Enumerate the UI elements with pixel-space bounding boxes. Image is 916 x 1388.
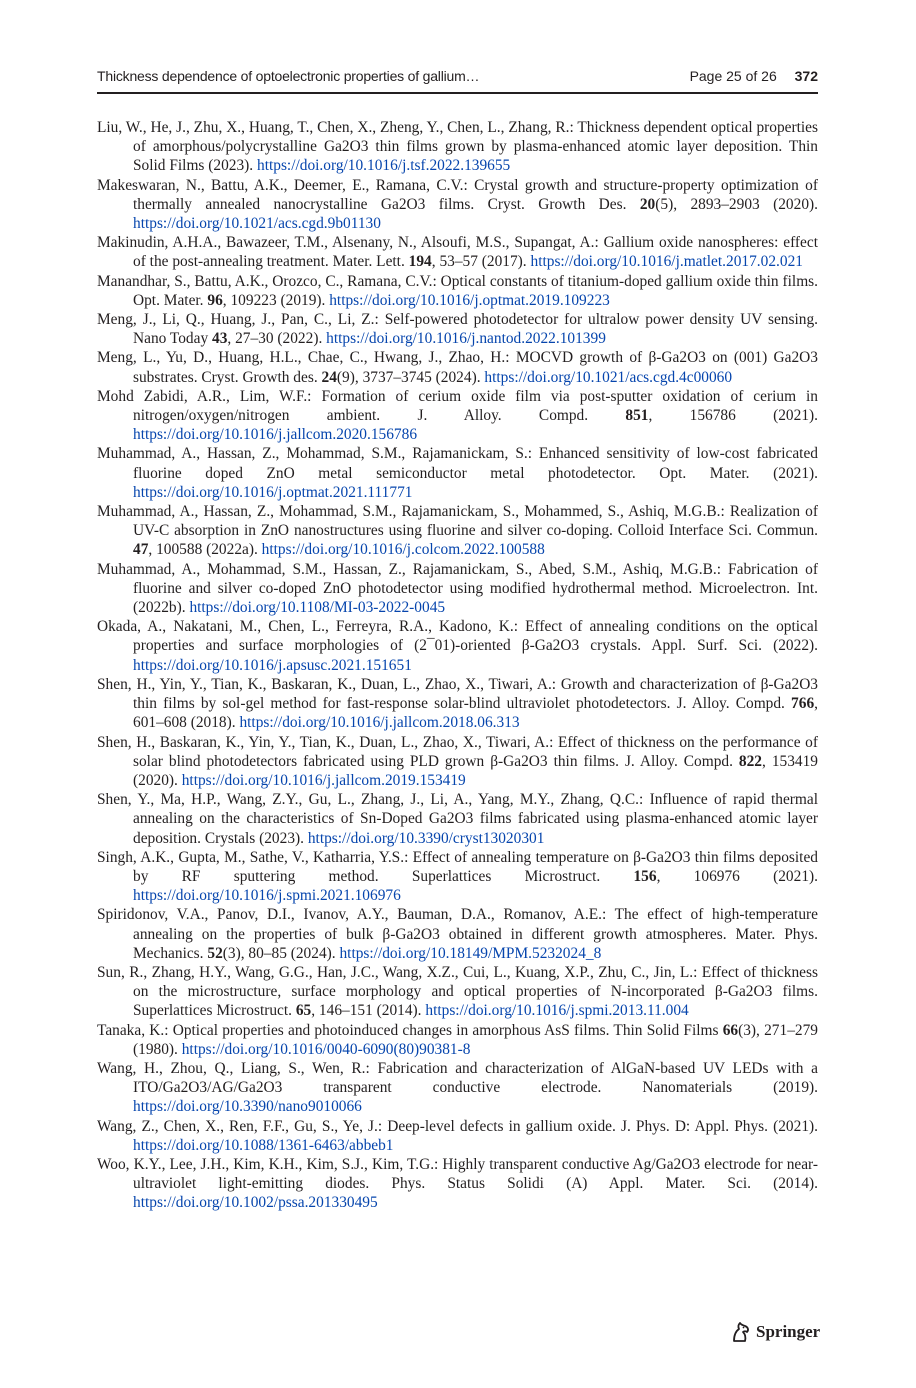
doi-link[interactable]: https://doi.org/10.1108/MI-03-2022-0045 bbox=[189, 599, 446, 617]
doi-link[interactable]: https://doi.org/10.1002/pssa.201330495 bbox=[133, 1194, 378, 1212]
reference-text: Muhammad, A., Hassan, Z., Mohammad, S.M., Rajamanickam, S.: Enhanced sensitivity of low-cost fabricated fluorine doped ZnO metal semiconductor metal photodetector. Opt. Mater. (2021). bbox=[97, 445, 818, 482]
doi-link[interactable]: https://doi.org/10.1016/j.nantod.2022.101399 bbox=[326, 330, 606, 348]
reference-text: Makinudin, A.H.A., Bawazeer, T.M., Alsenany, N., Alsoufi, M.S., Supangat, A.: Gallium oxide nanospheres: effect of the post-annealing treatment. Mater. Lett. bbox=[97, 234, 818, 271]
doi-link[interactable]: https://doi.org/10.1016/j.apsusc.2021.151651 bbox=[133, 656, 412, 674]
reference-entry bbox=[97, 348, 818, 386]
doi-link[interactable]: https://doi.org/10.1016/j.jallcom.2018.06.313 bbox=[239, 714, 520, 732]
reference-volume: 24 bbox=[321, 368, 337, 386]
reference-pages: , 156786 (2021). bbox=[648, 407, 818, 425]
doi-link[interactable]: https://doi.org/10.1088/1361-6463/abbeb1 bbox=[133, 1136, 394, 1154]
reference-volume: 47 bbox=[133, 541, 149, 559]
reference-volume: 65 bbox=[295, 1002, 312, 1020]
reference-volume: 194 bbox=[408, 253, 432, 271]
reference-entry bbox=[97, 1021, 818, 1059]
reference-text: Meng, L., Yu, D., Huang, H.L., Chae, C., Hwang, J., Zhao, H.: MOCVD growth of β-Ga2O3 on (001) Ga2O3 substrates. Cryst. Growth des. bbox=[97, 349, 818, 386]
reference-entry bbox=[97, 733, 818, 791]
doi-link[interactable]: https://doi.org/10.1016/j.optmat.2021.111771 bbox=[133, 483, 413, 501]
page-info bbox=[690, 68, 818, 84]
reference-text: Shen, Y., Ma, H.P., Wang, Z.Y., Gu, L., Zhang, J., Li, A., Yang, M.Y., Zhang, Q.C.: Influence of rapid thermal annealing on the characteristics of Sn-Doped Ga2O3 films fabricated using plasma-enhanced atomic layer deposition. Crystals (2023). bbox=[97, 791, 818, 847]
doi-link[interactable]: https://doi.org/10.1021/acs.cgd.4c00060 bbox=[484, 368, 733, 386]
reference-volume: 52 bbox=[207, 944, 223, 962]
reference-entry bbox=[97, 1059, 818, 1117]
reference-pages: , 109223 (2019). bbox=[222, 291, 330, 309]
reference-text: Spiridonov, V.A., Panov, D.I., Ivanov, A.Y., Bauman, D.A., Romanov, A.E.: The effect of high-temperature annealing on the properties of bulk β-Ga2O3 obtained in different growth atmospheres. Mater. Phys. Mechanics. bbox=[97, 906, 818, 962]
reference-pages: (5), 2893–2903 (2020). bbox=[655, 195, 818, 213]
reference-pages: , 146–151 (2014). bbox=[311, 1002, 426, 1020]
reference-entry bbox=[97, 233, 818, 271]
reference-entry bbox=[97, 963, 818, 1021]
reference-entry bbox=[97, 272, 818, 310]
doi-link[interactable]: https://doi.org/10.3390/nano9010066 bbox=[133, 1098, 362, 1116]
doi-link[interactable]: https://doi.org/10.1016/j.jallcom.2019.153419 bbox=[181, 771, 466, 789]
reference-text: Wang, Z., Chen, X., Ren, F.F., Gu, S., Ye, J.: Deep-level defects in gallium oxide. J. Phys. D: Appl. Phys. (2021). bbox=[97, 1117, 818, 1135]
reference-pages: (3), 271–279 (1980). bbox=[133, 1021, 818, 1058]
reference-entry bbox=[97, 675, 818, 733]
reference-text: Shen, H., Yin, Y., Tian, K., Baskaran, K., Duan, L., Zhao, X., Tiwari, A.: Growth and characterization of β-Ga2O3 thin films by sol-gel method for fast-response solar-blind ultraviolet photodetectors. J. Alloy. Compd. bbox=[97, 675, 818, 713]
page-label: Page 25 of 26 bbox=[689, 68, 777, 84]
reference-entry bbox=[97, 387, 818, 445]
reference-volume: 766 bbox=[791, 695, 815, 713]
doi-link[interactable]: https://doi.org/10.1016/j.optmat.2019.109223 bbox=[329, 291, 610, 309]
reference-entry bbox=[97, 1117, 818, 1155]
doi-link[interactable]: https://doi.org/10.1021/acs.cgd.9b01130 bbox=[133, 215, 381, 233]
doi-link[interactable]: https://doi.org/10.1016/j.jallcom.2020.156786 bbox=[133, 426, 418, 444]
reference-text: Shen, H., Baskaran, K., Yin, Y., Tian, K., Duan, L., Zhao, X., Tiwari, A.: Effect of thickness on the performance of solar blind photodetectors fabricated using PLD grown β-Ga2O3 thin films. J. Alloy. Compd. bbox=[97, 733, 818, 770]
reference-pages: , 601–608 (2018). bbox=[133, 695, 818, 732]
doi-link[interactable]: https://doi.org/10.1016/j.tsf.2022.139655 bbox=[257, 157, 511, 175]
reference-volume: 20 bbox=[639, 195, 656, 213]
doi-link[interactable]: https://doi.org/10.1016/0040-6090(80)90381-8 bbox=[181, 1040, 471, 1058]
publisher-name: Springer bbox=[756, 1322, 821, 1341]
reference-text: Woo, K.Y., Lee, J.H., Kim, K.H., Kim, S.J., Kim, T.G.: Highly transparent conductive Ag/Ga2O3 electrode for near-ultraviolet light-emitting diodes. Phys. Status Solidi (A) Appl. Mater. Sci. (2014). bbox=[97, 1155, 818, 1193]
reference-volume: 66 bbox=[722, 1021, 739, 1039]
running-title: Thickness dependence of optoelectronic properties of gallium… bbox=[97, 68, 480, 84]
reference-volume: 43 bbox=[212, 330, 228, 348]
doi-link[interactable]: https://doi.org/10.3390/cryst13020301 bbox=[307, 829, 545, 847]
reference-text: Manandhar, S., Battu, A.K., Orozco, C., Ramana, C.V.: Optical constants of titanium-doped gallium oxide thin films. Opt. Mater. bbox=[97, 272, 818, 309]
reference-volume: 96 bbox=[207, 291, 223, 309]
page-number: 372 bbox=[794, 68, 818, 84]
reference-entry bbox=[97, 176, 818, 234]
reference-entry bbox=[97, 118, 818, 176]
reference-volume: 156 bbox=[633, 867, 657, 885]
reference-entry bbox=[97, 1155, 818, 1213]
reference-pages: (3), 80–85 (2024). bbox=[222, 944, 340, 962]
reference-text: Muhammad, A., Hassan, Z., Mohammad, S.M., Rajamanickam, S., Mohammed, S., Ashiq, M.G.B.: Realization of UV-C absorption in ZnO nanostructures using fluorine and silver co-doping. Colloid Interface Sci. Commun. bbox=[97, 503, 818, 540]
reference-text: Muhammad, A., Mohammad, S.M., Hassan, Z., Rajamanickam, S., Abed, S.M., Ashiq, M.G.B.: Fabrication of fluorine and silver co-doped ZnO photodetector using modified hydrothermal method. Microelectron. Int. (2022b). bbox=[97, 560, 818, 617]
reference-entry bbox=[97, 560, 818, 618]
reference-text: Sun, R., Zhang, H.Y., Wang, G.G., Han, J.C., Wang, X.Z., Cui, L., Kuang, X.P., Zhu, C., Jin, L.: Effect of thickness on the microstructure, surface morphology and optical properties of N-incorporated β-Ga2O3 films. Superlattices Microstruct. bbox=[97, 963, 818, 1020]
reference-entry bbox=[97, 617, 818, 675]
reference-pages: , 106976 (2021). bbox=[656, 867, 818, 885]
running-header bbox=[97, 66, 818, 94]
reference-pages: , 100588 (2022a). bbox=[148, 541, 262, 559]
reference-entry bbox=[97, 790, 818, 848]
doi-link[interactable]: https://doi.org/10.1016/j.spmi.2021.106976 bbox=[133, 887, 401, 905]
reference-text: Makeswaran, N., Battu, A.K., Deemer, E., Ramana, C.V.: Crystal growth and structure-property optimization of thermally annealed nanocrystalline Ga2O3 films. Cryst. Growth Des. bbox=[97, 176, 818, 213]
doi-link[interactable]: https://doi.org/10.18149/MPM.5232024_8 bbox=[339, 944, 602, 962]
reference-text: Okada, A., Nakatani, M., Chen, L., Ferreyra, R.A., Kadono, K.: Effect of annealing conditions on the optical properties and surface morphologies of (2¯01)-oriented β-Ga2O3 crystals. Appl. Surf. Sci. (2022). bbox=[97, 618, 818, 655]
reference-volume: 822 bbox=[738, 752, 762, 770]
reference-entry bbox=[97, 848, 818, 906]
reference-pages: (9), 3737–3745 (2024). bbox=[336, 368, 485, 386]
doi-link[interactable]: https://doi.org/10.1016/j.matlet.2017.02.021 bbox=[530, 253, 803, 271]
reference-entry bbox=[97, 310, 818, 348]
reference-list bbox=[97, 118, 818, 1213]
springer-horse-icon bbox=[730, 1321, 752, 1343]
reference-text: Tanaka, K.: Optical properties and photoinduced changes in amorphous AsS films. Thin Solid Films bbox=[97, 1021, 723, 1039]
reference-pages: , 53–57 (2017). bbox=[431, 253, 531, 271]
reference-entry bbox=[97, 444, 818, 502]
reference-text: Singh, A.K., Gupta, M., Sathe, V., Katharria, Y.S.: Effect of annealing temperature on β-Ga2O3 thin films deposited by RF sputtering method. Superlattices Microstruct. bbox=[97, 848, 818, 885]
publisher-logo bbox=[730, 1321, 820, 1343]
reference-pages: , 27–30 (2022). bbox=[227, 330, 327, 348]
reference-pages: , 153419 (2020). bbox=[133, 752, 818, 789]
reference-text: Liu, W., He, J., Zhu, X., Huang, T., Chen, X., Zheng, Y., Chen, L., Zhang, R.: Thickness dependent optical properties of amorphous/polycrystalline Ga2O3 thin films grown by plasma-enhanced atomic layer deposition. Thin Solid Films (2023). bbox=[97, 119, 818, 175]
doi-link[interactable]: https://doi.org/10.1016/j.colcom.2022.100588 bbox=[261, 541, 545, 559]
reference-text: Mohd Zabidi, A.R., Lim, W.F.: Formation of cerium oxide film via post-sputter oxidation of cerium in nitrogen/oxygen/nitrogen ambient. J. Alloy. Compd. bbox=[97, 387, 818, 425]
reference-entry bbox=[97, 905, 818, 963]
reference-volume: 851 bbox=[625, 407, 649, 425]
doi-link[interactable]: https://doi.org/10.1016/j.spmi.2013.11.004 bbox=[425, 1002, 689, 1020]
reference-entry bbox=[97, 502, 818, 560]
reference-text: Wang, H., Zhou, Q., Liang, S., Wen, R.: Fabrication and characterization of AlGaN-based UV LEDs with a ITO/Ga2O3/AG/Ga2O3 transparent conductive electrode. Nanomaterials (2019). bbox=[97, 1059, 818, 1097]
reference-text: Meng, J., Li, Q., Huang, J., Pan, C., Li, Z.: Self-powered photodetector for ultralow power density UV sensing. Nano Today bbox=[97, 311, 818, 348]
